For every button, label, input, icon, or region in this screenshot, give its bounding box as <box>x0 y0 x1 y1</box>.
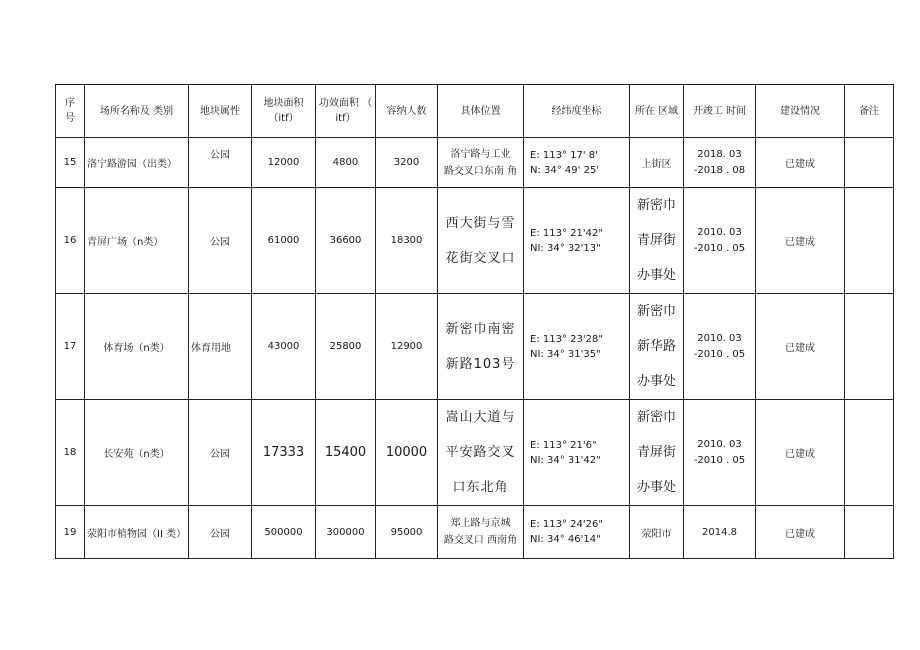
cell-period: 2010. 03 -2010 . 05 <box>684 294 756 400</box>
cell-district: 荥阳市 <box>630 506 684 559</box>
cell-period: 2014.8 <box>684 506 756 559</box>
cell-name: 体育场（n类） <box>85 294 189 400</box>
cell-seq: 19 <box>56 506 85 559</box>
header-effective-area: 功效面积 （ itf） <box>316 85 376 138</box>
cell-land-area: 61000 <box>252 188 316 294</box>
cell-status: 已建成 <box>756 188 845 294</box>
cell-name: 荥阳市植物园（II 类） <box>85 506 189 559</box>
cell-capacity: 12900 <box>376 294 438 400</box>
cell-location: 新密巾南密 新路103号 <box>438 294 524 400</box>
cell-effective-area: 300000 <box>316 506 376 559</box>
cell-seq: 15 <box>56 138 85 188</box>
header-location: 具体位置 <box>438 85 524 138</box>
cell-name: 长安苑（n类） <box>85 400 189 506</box>
header-remark: 备注 <box>845 85 894 138</box>
header-seq: 序 号 <box>56 85 85 138</box>
cell-effective-area: 36600 <box>316 188 376 294</box>
cell-capacity: 18300 <box>376 188 438 294</box>
cell-attr: 公园 <box>189 138 252 188</box>
cell-location: 嵩山大道与 平安路交叉 口东北角 <box>438 400 524 506</box>
cell-seq: 16 <box>56 188 85 294</box>
cell-coords: E: 113° 21'42" NI: 34° 32'13" <box>524 188 630 294</box>
header-coords: 经纬度坐标 <box>524 85 630 138</box>
header-name: 场所名称及 类别 <box>85 85 189 138</box>
shelter-table <box>55 84 894 559</box>
cell-remark <box>845 188 894 294</box>
cell-coords: E: 113° 17' 8' N: 34° 49' 25' <box>524 138 630 188</box>
cell-capacity: 95000 <box>376 506 438 559</box>
cell-coords: E: 113° 21'6" NI: 34° 31'42" <box>524 400 630 506</box>
table-row <box>56 400 894 506</box>
cell-land-area: 12000 <box>252 138 316 188</box>
cell-attr: 体育用地 <box>189 294 252 400</box>
cell-land-area: 17333 <box>252 400 316 506</box>
cell-attr: 公园 <box>189 188 252 294</box>
cell-remark <box>845 506 894 559</box>
cell-seq: 17 <box>56 294 85 400</box>
cell-land-area: 500000 <box>252 506 316 559</box>
cell-effective-area: 4800 <box>316 138 376 188</box>
cell-remark <box>845 294 894 400</box>
cell-name: 青屏广场（n类） <box>85 188 189 294</box>
cell-effective-area: 15400 <box>316 400 376 506</box>
header-status: 建设情况 <box>756 85 845 138</box>
cell-remark <box>845 400 894 506</box>
cell-seq: 18 <box>56 400 85 506</box>
cell-status: 已建成 <box>756 138 845 188</box>
cell-land-area: 43000 <box>252 294 316 400</box>
cell-capacity: 10000 <box>376 400 438 506</box>
header-district: 所在 区域 <box>630 85 684 138</box>
cell-remark <box>845 138 894 188</box>
cell-location: 西大街与雪 花街交叉口 <box>438 188 524 294</box>
cell-status: 已建成 <box>756 400 845 506</box>
cell-district: 新密巾 青屏街 办事处 <box>630 400 684 506</box>
cell-capacity: 3200 <box>376 138 438 188</box>
cell-name: 洛宁路游园（出类） <box>85 138 189 188</box>
cell-coords: E: 113° 24'26" NI: 34° 46'14" <box>524 506 630 559</box>
cell-coords: E: 113° 23'28" NI: 34° 31'35" <box>524 294 630 400</box>
cell-location: 洛宁路与工业 路交叉口东南 角 <box>438 138 524 188</box>
table-row <box>56 138 894 188</box>
cell-district: 新密巾 新华路 办事处 <box>630 294 684 400</box>
cell-effective-area: 25800 <box>316 294 376 400</box>
cell-period: 2010. 03 -2010 . 05 <box>684 400 756 506</box>
table-row <box>56 506 894 559</box>
cell-period: 2018. 03 -2018 . 08 <box>684 138 756 188</box>
cell-period: 2010. 03 -2010 . 05 <box>684 188 756 294</box>
cell-status: 已建成 <box>756 294 845 400</box>
cell-attr: 公园 <box>189 506 252 559</box>
header-land-area: 地块面积 （itf） <box>252 85 316 138</box>
header-row <box>56 85 894 138</box>
cell-district: 新密巾 青屏街 办事处 <box>630 188 684 294</box>
cell-attr: 公园 <box>189 400 252 506</box>
table-row <box>56 294 894 400</box>
cell-location: 郑上路与京城 路交叉口 西南角 <box>438 506 524 559</box>
header-capacity: 容纳人数 <box>376 85 438 138</box>
header-period: 开竣工 时间 <box>684 85 756 138</box>
header-attr: 地块属性 <box>189 85 252 138</box>
cell-district: 上街区 <box>630 138 684 188</box>
table-row <box>56 188 894 294</box>
cell-status: 已建成 <box>756 506 845 559</box>
